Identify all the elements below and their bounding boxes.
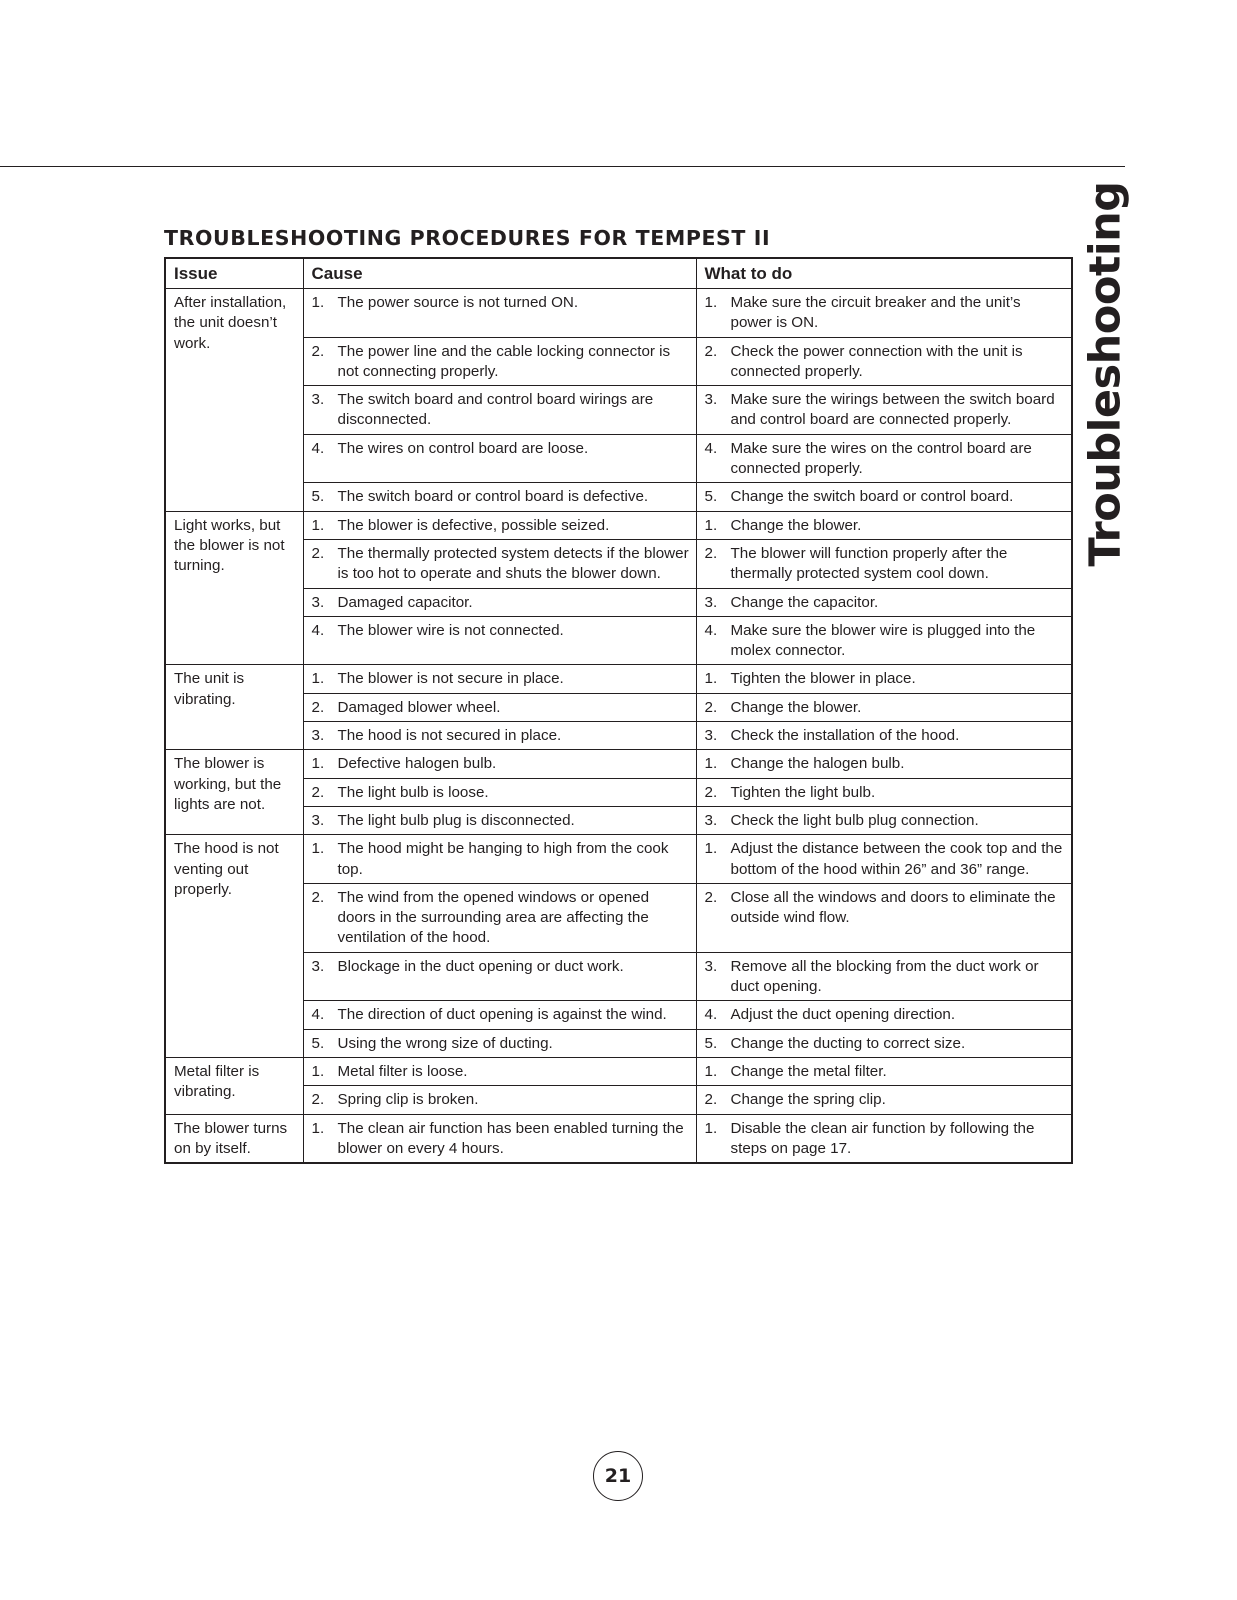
item-number: 1. <box>311 840 325 858</box>
item-number: 2. <box>704 783 718 801</box>
what-to-do-text: Tighten the light bulb. <box>730 783 876 801</box>
item-number: 3. <box>704 391 718 409</box>
what-to-do-text: Adjust the duct opening direction. <box>730 1006 956 1024</box>
item-number: 2. <box>704 698 718 716</box>
table-header-row <box>165 258 1072 289</box>
item-number: 1. <box>704 1062 718 1080</box>
cause-text: The thermally protected system detects if the blower is too hot to operate and shuts the blower down. <box>337 544 689 583</box>
item-number: 2. <box>311 342 325 360</box>
what-to-do-cell <box>696 289 1072 338</box>
cause-text: The power line and the cable locking connector is not connecting properly. <box>337 342 671 380</box>
what-to-do-cell <box>696 835 1072 884</box>
cause-cell <box>303 1057 696 1085</box>
page-title: TROUBLESHOOTING PROCEDURES FOR TEMPEST II <box>164 226 771 250</box>
what-to-do-text: Change the switch board or control board. <box>730 488 1014 506</box>
what-to-do-column-header: What to do <box>696 258 1072 289</box>
cause-cell <box>303 722 696 750</box>
what-to-do-text: Adjust the distance between the cook top and the bottom of the hood within 26” and 36” range. <box>730 840 1063 878</box>
cause-cell <box>303 835 696 884</box>
cause-cell <box>303 1086 696 1114</box>
what-to-do-text: Change the metal filter. <box>730 1062 887 1080</box>
what-to-do-cell <box>696 722 1072 750</box>
item-number: 5. <box>704 1034 718 1052</box>
cause-text: The blower wire is not connected. <box>337 621 564 639</box>
what-to-do-cell <box>696 1029 1072 1057</box>
item-number: 4. <box>311 439 325 457</box>
issue-cell: Metal filter is vibrating. <box>165 1057 303 1114</box>
table-row <box>165 1057 1072 1085</box>
what-to-do-cell <box>696 539 1072 588</box>
cause-text: Damaged capacitor. <box>337 593 473 611</box>
cause-cell <box>303 1029 696 1057</box>
item-number: 2. <box>311 783 325 801</box>
item-number: 1. <box>704 1119 718 1137</box>
page-number-badge <box>593 1451 643 1501</box>
table-row <box>165 511 1072 539</box>
what-to-do-cell <box>696 883 1072 952</box>
cause-text: Using the wrong size of ducting. <box>337 1034 553 1052</box>
what-to-do-text: Change the spring clip. <box>730 1091 886 1109</box>
item-number: 2. <box>704 544 718 562</box>
table-body <box>165 289 1072 1164</box>
cause-text: The wind from the opened windows or opened doors in the surrounding area are affecting the ventilation of the hood. <box>337 888 650 947</box>
troubleshooting-table <box>164 257 1073 1164</box>
item-number: 4. <box>704 1006 718 1024</box>
what-to-do-cell <box>696 483 1072 511</box>
cause-column-header: Cause <box>303 258 696 289</box>
cause-text: The hood is not secured in place. <box>337 727 562 745</box>
cause-cell <box>303 665 696 693</box>
cause-text: The light bulb is loose. <box>337 783 489 801</box>
item-number: 3. <box>311 727 325 745</box>
cause-text: The power source is not turned ON. <box>337 294 579 311</box>
what-to-do-text: Change the halogen bulb. <box>730 755 905 773</box>
item-number: 1. <box>311 670 325 688</box>
what-to-do-text: Check the power connection with the unit is connected properly. <box>730 342 1023 380</box>
item-number: 3. <box>311 391 325 409</box>
issue-cell: The blower turns on by itself. <box>165 1114 303 1163</box>
cause-cell <box>303 778 696 806</box>
cause-cell <box>303 483 696 511</box>
what-to-do-text: Disable the clean air function by following the steps on page 17. <box>730 1119 1035 1157</box>
what-to-do-cell <box>696 1057 1072 1085</box>
item-number: 3. <box>311 593 325 611</box>
header-rule <box>0 166 1125 167</box>
cause-cell <box>303 386 696 435</box>
item-number: 2. <box>311 1091 325 1109</box>
what-to-do-cell <box>696 952 1072 1001</box>
item-number: 2. <box>311 544 325 562</box>
section-side-tab <box>1068 181 1144 567</box>
what-to-do-text: Change the ducting to correct size. <box>730 1034 966 1052</box>
what-to-do-cell <box>696 1001 1072 1029</box>
table-row <box>165 289 1072 338</box>
cause-cell <box>303 511 696 539</box>
what-to-do-cell <box>696 616 1072 665</box>
item-number: 3. <box>704 957 718 975</box>
what-to-do-text: Make sure the wirings between the switch board and control board are connected properly. <box>730 391 1055 429</box>
cause-text: Blockage in the duct opening or duct work. <box>337 957 624 975</box>
table-row <box>165 750 1072 778</box>
what-to-do-cell <box>696 778 1072 806</box>
cause-cell <box>303 1114 696 1163</box>
cause-cell <box>303 337 696 386</box>
issue-column-header: Issue <box>165 258 303 289</box>
item-number: 2. <box>704 342 718 360</box>
what-to-do-text: The blower will function properly after the thermally protected system cool down. <box>730 544 1008 583</box>
what-to-do-text: Make sure the wires on the control board are connected properly. <box>730 439 1032 478</box>
item-number: 2. <box>704 888 718 906</box>
item-number: 4. <box>704 439 718 457</box>
what-to-do-text: Close all the windows and doors to eliminate the outside wind flow. <box>730 888 1056 927</box>
cause-cell <box>303 883 696 952</box>
item-number: 2. <box>704 1091 718 1109</box>
cause-text: The switch board and control board wirings are disconnected. <box>337 391 654 429</box>
item-number: 1. <box>311 294 325 311</box>
item-number: 1. <box>311 516 325 534</box>
what-to-do-text: Check the light bulb plug connection. <box>730 811 979 829</box>
cause-cell <box>303 289 696 338</box>
table-row <box>165 835 1072 884</box>
item-number: 1. <box>311 1062 325 1080</box>
table-row <box>165 1114 1072 1163</box>
item-number: 1. <box>704 755 718 773</box>
item-number: 2. <box>311 698 325 716</box>
cause-text: The hood might be hanging to high from the cook top. <box>337 840 669 878</box>
item-number: 4. <box>311 1006 325 1024</box>
cause-cell <box>303 806 696 834</box>
what-to-do-cell <box>696 750 1072 778</box>
table-row <box>165 665 1072 693</box>
item-number: 5. <box>311 1034 325 1052</box>
what-to-do-cell <box>696 588 1072 616</box>
what-to-do-text: Make sure the blower wire is plugged into the molex connector. <box>730 621 1036 660</box>
what-to-do-text: Check the installation of the hood. <box>730 727 960 745</box>
issue-cell: The unit is vibrating. <box>165 665 303 750</box>
issue-cell: Light works, but the blower is not turning. <box>165 511 303 665</box>
what-to-do-cell <box>696 511 1072 539</box>
what-to-do-cell <box>696 337 1072 386</box>
cause-text: Defective halogen bulb. <box>337 755 497 773</box>
cause-text: The wires on control board are loose. <box>337 439 589 457</box>
cause-cell <box>303 434 696 483</box>
item-number: 1. <box>704 294 718 311</box>
cause-cell <box>303 1001 696 1029</box>
page-number: 21 <box>604 1465 632 1487</box>
cause-cell <box>303 588 696 616</box>
what-to-do-text: Change the blower. <box>730 698 862 716</box>
item-number: 1. <box>311 1119 325 1137</box>
cause-text: The light bulb plug is disconnected. <box>337 811 575 829</box>
cause-text: Damaged blower wheel. <box>337 698 501 716</box>
what-to-do-cell <box>696 386 1072 435</box>
cause-text: The direction of duct opening is against the wind. <box>337 1006 667 1024</box>
what-to-do-cell <box>696 693 1072 721</box>
cause-cell <box>303 952 696 1001</box>
cause-text: The clean air function has been enabled turning the blower on every 4 hours. <box>337 1119 684 1157</box>
what-to-do-text: Tighten the blower in place. <box>730 670 916 688</box>
issue-cell: The hood is not venting out properly. <box>165 835 303 1058</box>
what-to-do-cell <box>696 1086 1072 1114</box>
item-number: 5. <box>704 488 718 506</box>
issue-cell: The blower is working, but the lights are not. <box>165 750 303 835</box>
issue-cell: After installation, the unit doesn’t work. <box>165 289 303 512</box>
item-number: 5. <box>311 488 325 506</box>
what-to-do-cell <box>696 665 1072 693</box>
cause-cell <box>303 616 696 665</box>
what-to-do-cell <box>696 806 1072 834</box>
what-to-do-text: Change the blower. <box>730 516 862 534</box>
cause-text: The blower is not secure in place. <box>337 670 564 688</box>
what-to-do-cell <box>696 1114 1072 1163</box>
item-number: 1. <box>311 755 325 773</box>
item-number: 2. <box>311 888 325 906</box>
item-number: 3. <box>704 593 718 611</box>
cause-text: The switch board or control board is defective. <box>337 488 649 506</box>
cause-cell <box>303 539 696 588</box>
section-tab-label: Troubleshooting <box>1081 181 1132 567</box>
cause-text: The blower is defective, possible seized. <box>337 516 610 534</box>
item-number: 3. <box>311 811 325 829</box>
item-number: 1. <box>704 516 718 534</box>
what-to-do-text: Change the capacitor. <box>730 593 879 611</box>
item-number: 4. <box>311 621 325 639</box>
item-number: 3. <box>704 727 718 745</box>
item-number: 1. <box>704 840 718 858</box>
what-to-do-text: Make sure the circuit breaker and the unit’s power is ON. <box>730 294 1021 332</box>
item-number: 3. <box>311 957 325 975</box>
item-number: 1. <box>704 670 718 688</box>
what-to-do-text: Remove all the blocking from the duct work or duct opening. <box>730 957 1039 996</box>
item-number: 4. <box>704 621 718 639</box>
item-number: 3. <box>704 811 718 829</box>
cause-text: Metal filter is loose. <box>337 1062 468 1080</box>
cause-text: Spring clip is broken. <box>337 1091 479 1109</box>
what-to-do-cell <box>696 434 1072 483</box>
cause-cell <box>303 693 696 721</box>
cause-cell <box>303 750 696 778</box>
